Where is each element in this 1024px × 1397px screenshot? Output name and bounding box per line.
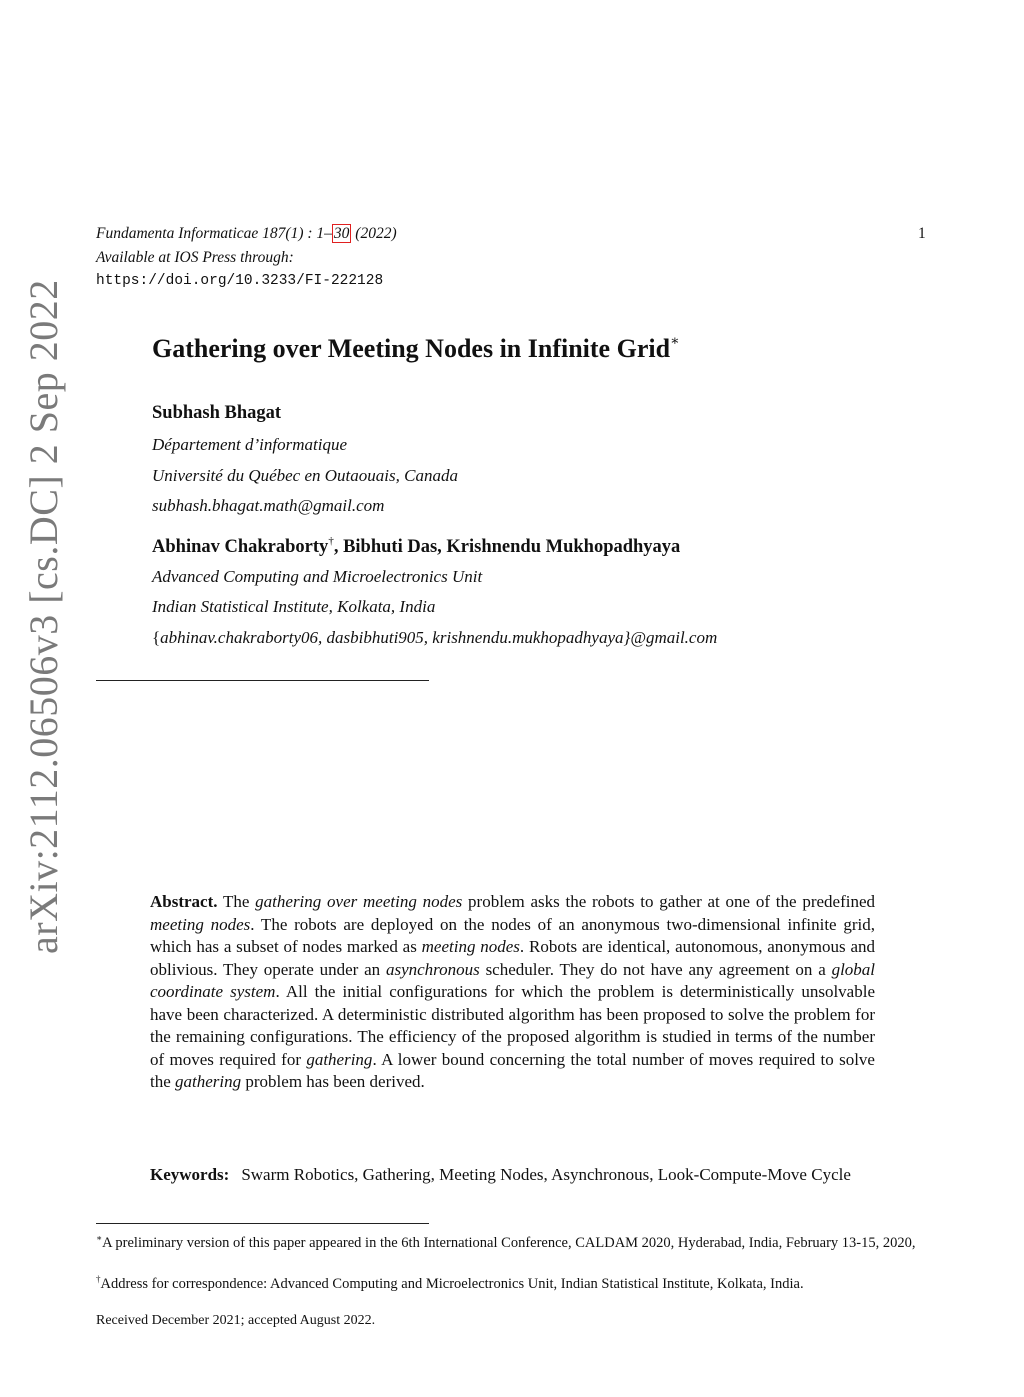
footnote-2-text: Address for correspondence: Advanced Computing and Microelectronics Unit, Indian Statistical Institute, Kolkata, India. xyxy=(100,1276,804,1292)
keywords xyxy=(150,1164,875,1187)
email-brace-open: { xyxy=(152,628,161,647)
abstract-emphasis: global coordinate system xyxy=(150,959,876,1001)
author-1-department: Département d’informatique xyxy=(152,435,347,454)
author-1-email: subhash.bhagat.math@gmail.com xyxy=(152,496,385,515)
abstract xyxy=(150,891,875,1094)
footnote-1 xyxy=(96,1228,928,1253)
page-number: 1 xyxy=(918,225,926,242)
availability-note: Available at IOS Press through: xyxy=(96,249,294,266)
keywords-list: Swarm Robotics, Gathering, Meeting Nodes, Asynchronous, Look-Compute-Move Cycle xyxy=(241,1165,851,1184)
journal-citation xyxy=(96,225,397,243)
author-2-emails xyxy=(152,628,717,648)
abstract-text: . A lower bound concerning the total number of moves required to solve the xyxy=(150,1049,875,1091)
keywords-label: Keywords: xyxy=(150,1165,230,1184)
author-names-rest: , Bibhuti Das, Krishnendu Mukhopadhyaya xyxy=(333,537,681,557)
abstract-text: The xyxy=(217,892,256,911)
journal-prefix: Fundamenta Informaticae 187(1) : 1– xyxy=(96,225,332,242)
abstract-text: scheduler. They do not have any agreement on a xyxy=(479,959,832,979)
email-list: abhinav.chakraborty06, dasbibhuti905, krishnendu.mukhopadhyaya xyxy=(160,628,624,647)
footnote-2 xyxy=(96,1269,928,1294)
footnote-1-mark: ∗ xyxy=(96,1233,103,1243)
paper-title-text: Gathering over Meeting Nodes in Infinite Grid xyxy=(152,334,671,363)
abstract-text: problem has been derived. xyxy=(241,1072,425,1091)
footnote-2-mark: † xyxy=(96,1274,101,1284)
author-names-2 xyxy=(152,535,680,558)
abstract-emphasis: asynchronous xyxy=(385,959,480,979)
footnote-1-text: A preliminary version of this paper appeared in the 6th International Conference, CALDAM 2020, Hyderabad, India, February 13-15, 2020, xyxy=(102,1235,916,1251)
received-dates: Received December 2021; accepted August 2022. xyxy=(96,1313,376,1328)
abstract-text: . All the initial configurations for which the problem is deterministically unsolvable have been characterized. A deterministic distributed algorithm has been proposed to solve the problem for the remaining configurations. The efficiency of the proposed algorithm is studied in terms of the number of moves required for xyxy=(150,982,875,1069)
abstract-emphasis: gathering xyxy=(306,1049,373,1069)
page-range-link[interactable]: 30 xyxy=(333,225,350,242)
title-footnote-mark[interactable]: ∗ xyxy=(670,334,680,349)
author-2-unit: Advanced Computing and Microelectronics Unit xyxy=(152,567,483,586)
author-name-1: Subhash Bhagat xyxy=(152,403,282,423)
header-divider xyxy=(96,680,429,681)
journal-suffix: (2022) xyxy=(351,225,397,242)
correspondence-mark[interactable]: † xyxy=(328,535,334,547)
email-domain: }@gmail.com xyxy=(623,628,718,647)
abstract-emphasis: meeting nodes xyxy=(421,937,520,956)
paper-title xyxy=(152,333,680,364)
abstract-emphasis: gathering over meeting nodes xyxy=(255,892,463,911)
author-1-university: Université du Québec en Outaouais, Canada xyxy=(152,466,458,485)
arxiv-stamp: arXiv:2112.06506v3 [cs.DC] 2 Sep 2022 xyxy=(21,279,66,954)
doi-link[interactable]: https://doi.org/10.3233/FI-222128 xyxy=(96,273,384,289)
abstract-emphasis: meeting nodes xyxy=(150,914,251,934)
abstract-text: problem asks the robots to gather at one of the predefined xyxy=(462,892,875,911)
abstract-label: Abstract. xyxy=(150,892,218,911)
author-name-abhinav: Abhinav Chakraborty xyxy=(152,537,329,557)
author-2-institute: Indian Statistical Institute, Kolkata, India xyxy=(152,597,436,616)
abstract-text: . The robots are deployed on the nodes of an anonymous two-dimensional infinite grid, which has a subset of nodes marked as xyxy=(150,914,875,956)
abstract-text: . Robots are identical, autonomous, anonymous and oblivious. They operate under an xyxy=(150,937,875,979)
footnote-divider xyxy=(96,1223,429,1224)
abstract-emphasis: gathering xyxy=(175,1072,242,1091)
